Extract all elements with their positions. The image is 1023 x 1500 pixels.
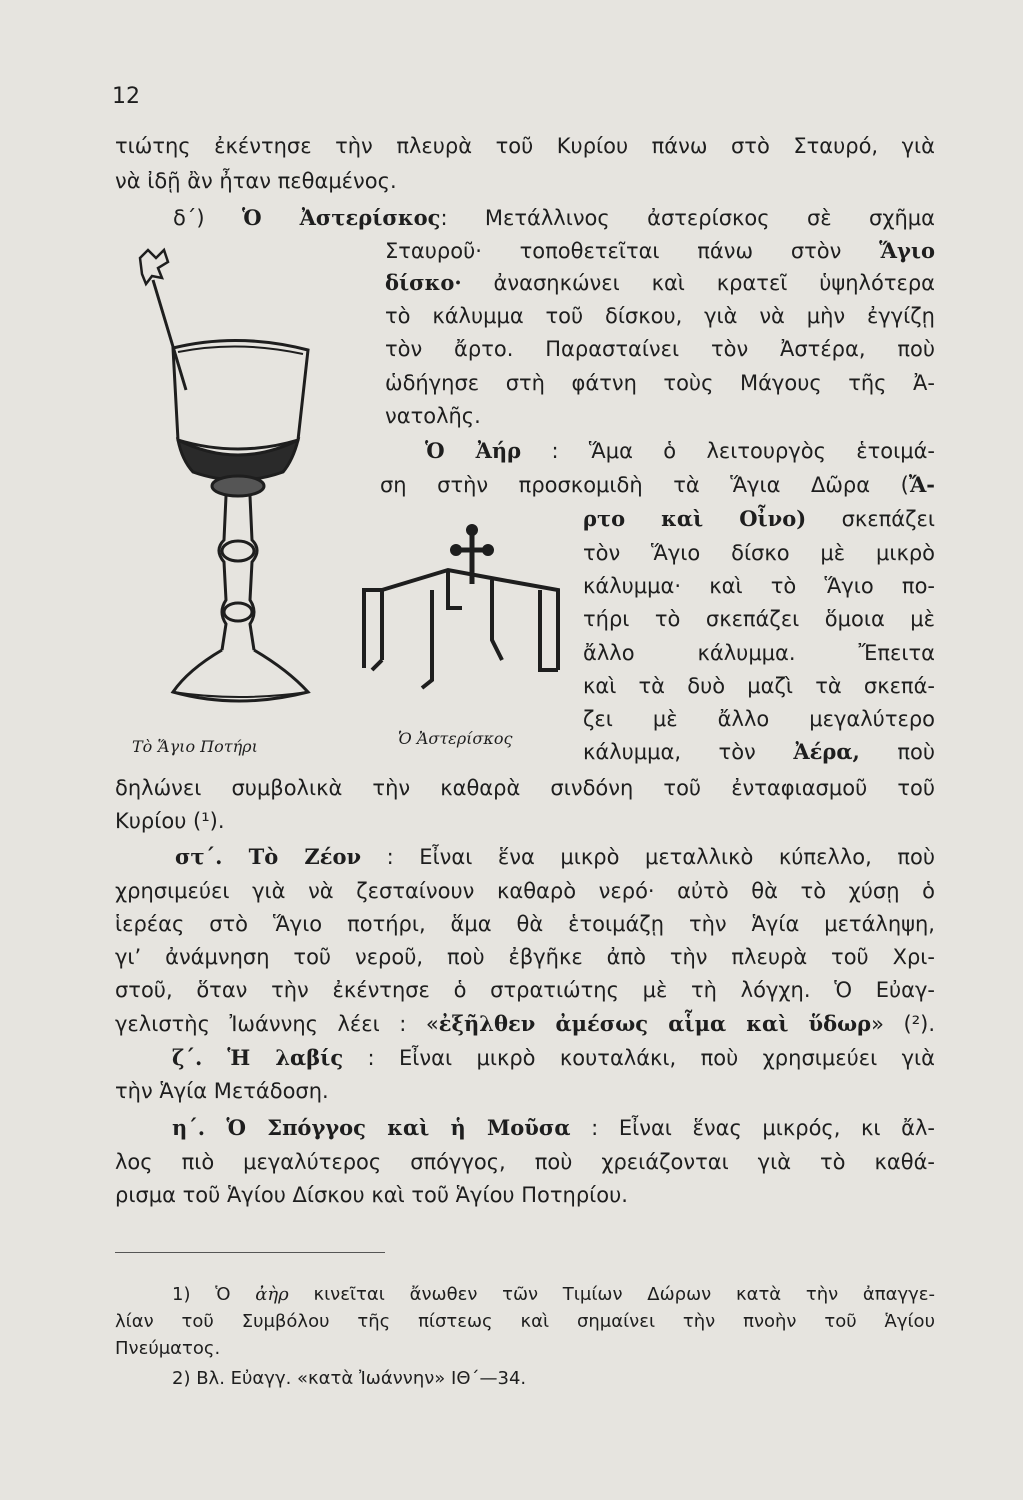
text-line: τὸν Ἅγιο δίσκο μὲ μικρὸ bbox=[583, 541, 935, 565]
term-asteriskos: Ὁ Ἀστερίσκος bbox=[241, 205, 441, 230]
term-lavis: ζ΄. Ἡ λαβίς bbox=[172, 1045, 344, 1070]
chalice-illustration bbox=[118, 240, 318, 720]
text-line: τιώτης ἐκέντησε τὴν πλευρὰ τοῦ Κυρίου πάνω στὸ Σταυρό, γιὰ bbox=[115, 134, 935, 158]
text-line: τὴν Ἁγία Μετάδοση. bbox=[115, 1079, 329, 1103]
text-line: Ὁ Ἀήρ : Ἅμα ὁ λειτουργὸς ἑτοιμά- bbox=[425, 438, 935, 463]
text-line: στοῦ, ὅταν τὴν ἐκέντησε ὁ στρατιώτης μὲ τὴ λόγχη. Ὁ Εὐαγ- bbox=[115, 978, 935, 1002]
text-line: χρησιμεύει γιὰ νὰ ζεσταίνουν καθαρὸ νερό· αὐτὸ θὰ τὸ χύσῃ ὁ bbox=[115, 879, 935, 903]
text-line: νατολῆς. bbox=[385, 404, 481, 428]
text-line: τήρι τὸ σκεπάζει ὅμοια μὲ bbox=[583, 607, 935, 631]
text-line: ρτο καὶ Οἶνο) σκεπάζει bbox=[583, 506, 935, 531]
text-line: ζει μὲ ἄλλο μεγαλύτερο bbox=[583, 707, 935, 731]
text-line: δ΄) Ὁ Ἀστερίσκος: Μετάλλινος ἀστερίσκος σὲ σχῆμα bbox=[173, 205, 935, 230]
text-line: ἄλλο κάλυμμα. Ἔπειτα bbox=[583, 641, 935, 665]
text-line: λος πιὸ μεγαλύτερος σπόγγος, ποὺ χρειάζονται γιὰ τὸ καθά- bbox=[115, 1150, 935, 1174]
text-line: γελιστὴς Ἰωάννης λέει : «ἐξῆλθεν ἀμέσως αἷμα καὶ ὕδωρ» (²). bbox=[115, 1011, 935, 1036]
footnote-1: 1) Ὁ ἀὴρ κινεῖται ἄνωθεν τῶν Τιμίων Δώρων κατὰ τὴν ἀπαγγε- bbox=[172, 1284, 936, 1305]
caption-asteriskos: Ὁ Ἀστερίσκος bbox=[398, 729, 513, 748]
text-line: καὶ τὰ δυὸ μαζὶ τὰ σκεπά- bbox=[583, 674, 935, 698]
text-line: κάλυμμα, τὸν Ἀέρα, ποὺ bbox=[583, 739, 935, 764]
text-line: ση στὴν προσκομιδὴ τὰ Ἅγια Δῶρα (Ἄ- bbox=[380, 472, 935, 497]
page-number: 12 bbox=[112, 84, 140, 109]
term-spongos: η΄. Ὁ Σπόγγος καὶ ἡ Μοῦσα bbox=[172, 1115, 571, 1140]
term-zeon: στ΄. Τὸ Ζέον bbox=[175, 844, 362, 869]
text-line: νὰ ἰδῇ ἂν ἦταν πεθαμένος. bbox=[115, 169, 397, 193]
text-line: ζ΄. Ἡ λαβίς : Εἶναι μικρὸ κουταλάκι, ποὺ χρησιμεύει γιὰ bbox=[172, 1045, 935, 1070]
text-line: ρισμα τοῦ Ἁγίου Δίσκου καὶ τοῦ Ἁγίου Ποτηρίου. bbox=[115, 1183, 628, 1207]
text-line: ὡδήγησε στὴ φάτνη τοὺς Μάγους τῆς Ἀ- bbox=[385, 371, 935, 395]
text-line: ἱερέας στὸ Ἅγιο ποτήρι, ἅμα θὰ ἑτοιμάζῃ τὴν Ἁγία μετάληψη, bbox=[115, 912, 935, 936]
text-line: η΄. Ὁ Σπόγγος καὶ ἡ Μοῦσα : Εἶναι ἕνας μικρός, κι ἄλ- bbox=[172, 1115, 935, 1140]
text-line: δίσκο· ἀνασηκώνει καὶ κρατεῖ ὑψηλότερα bbox=[385, 270, 935, 295]
text-line: στ΄. Τὸ Ζέον : Εἶναι ἕνα μικρὸ μεταλλικὸ κύπελλο, ποὺ bbox=[175, 844, 936, 869]
text-line: τὸν ἄρτο. Παρασταίνει τὸν Ἀστέρα, ποὺ bbox=[385, 337, 935, 361]
text-line: κάλυμμα· καὶ τὸ Ἅγιο πο- bbox=[583, 574, 935, 598]
footnote-divider bbox=[115, 1252, 385, 1253]
footnote-1-line: Πνεύματος. bbox=[115, 1338, 221, 1359]
text-line: γι’ ἀνάμνηση τοῦ νεροῦ, ποὺ ἐβγῆκε ἀπὸ τὴν πλευρὰ τοῦ Χρι- bbox=[115, 945, 935, 969]
text-line: τὸ κάλυμμα τοῦ δίσκου, γιὰ νὰ μὴν ἐγγίζῃ bbox=[385, 304, 935, 328]
text-line: Κυρίου (¹). bbox=[115, 809, 225, 833]
text-line: Σταυροῦ· τοποθετεῖται πάνω στὸν Ἅγιο bbox=[385, 238, 935, 263]
term-aer: Ὁ Ἀήρ bbox=[425, 438, 522, 463]
text-line: δηλώνει συμβολικὰ τὴν καθαρὰ σινδόνη τοῦ ἐνταφιασμοῦ τοῦ bbox=[115, 776, 935, 800]
footnote-2: 2) Βλ. Εὐαγγ. «κατὰ Ἰωάννην» ΙΘ΄—34. bbox=[172, 1368, 527, 1389]
asteriskos-illustration bbox=[352, 520, 574, 720]
caption-chalice: Τὸ Ἅγιο Ποτήρι bbox=[132, 737, 258, 756]
footnote-1-line: λίαν τοῦ Συμβόλου τῆς πίστεως καὶ σημαίνει τὴν πνοὴν τοῦ Ἁγίου bbox=[115, 1311, 935, 1332]
